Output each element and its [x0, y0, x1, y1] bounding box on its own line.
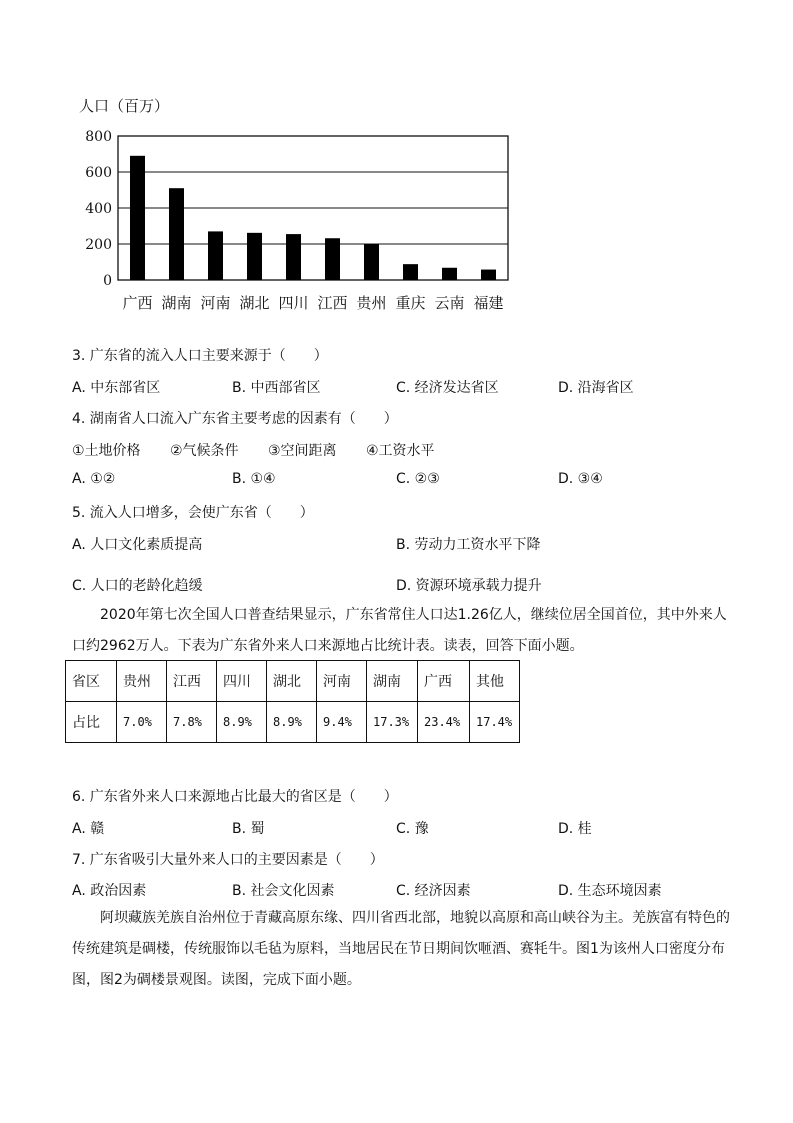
- bar: [247, 233, 262, 280]
- q7-option-d: D. 生态环境因素: [558, 883, 662, 899]
- bar: [208, 231, 223, 280]
- q6-option-b: B. 蜀: [232, 821, 265, 837]
- q4-option-d: D. ③④: [558, 471, 603, 487]
- table-cell: 7.0%: [117, 702, 167, 743]
- bar: [403, 264, 418, 280]
- table-cell: 贵州: [117, 661, 167, 702]
- x-tick-label: 贵州: [356, 294, 387, 312]
- question-5-stem: 5. 流入人口增多，会使广东省（ ）: [72, 505, 314, 521]
- y-tick-label: 800: [85, 129, 112, 145]
- bar: [286, 234, 301, 280]
- q7-option-b: B. 社会文化因素: [232, 883, 335, 899]
- q3-option-a: A. 中东部省区: [72, 380, 161, 396]
- x-tick-label: 湖南: [161, 294, 192, 312]
- chart-ylabel: 人口（百万）: [79, 97, 170, 115]
- q4-factor-4: ④工资水平: [366, 443, 435, 459]
- x-tick-label: 河南: [200, 294, 231, 312]
- bar: [442, 268, 457, 280]
- q5-option-c: C. 人口的老龄化趋缓: [72, 578, 203, 594]
- question-6-stem: 6. 广东省外来人口来源地占比最大的省区是（ ）: [72, 789, 398, 805]
- table-cell: 河南: [317, 661, 367, 702]
- table-cell: 7.8%: [167, 702, 217, 743]
- q5-option-a: A. 人口文化素质提高: [72, 537, 203, 553]
- table-cell: 9.4%: [317, 702, 367, 743]
- x-tick-label: 云南: [434, 294, 465, 312]
- y-tick-label: 600: [85, 165, 112, 181]
- y-tick-label: 200: [85, 237, 112, 253]
- table-cell: 湖北: [267, 661, 317, 702]
- table-cell: 其他: [470, 661, 520, 702]
- passage-census: 2020年第七次全国人口普查结果显示，广东省常住人口达1.26亿人，继续位居全国首位，其中外来人口约2962万人。下表为广东省外来人口来源地占比统计表。读表，回答下面小题。: [72, 607, 727, 654]
- table-cell: 广西: [418, 661, 470, 702]
- q4-factor-3: ③空间距离: [268, 443, 337, 459]
- table-cell: 江西: [167, 661, 217, 702]
- bar: [130, 156, 145, 280]
- q4-factor-2: ②气候条件: [170, 443, 239, 459]
- x-tick-label: 广西: [122, 294, 153, 312]
- y-tick-label: 400: [85, 201, 112, 217]
- q4-option-b: B. ①④: [232, 471, 276, 487]
- question-3-stem: 3. 广东省的流入人口主要来源于（ ）: [72, 348, 328, 364]
- question-4-stem: 4. 湖南省人口流入广东省主要考虑的因素有（ ）: [72, 411, 398, 427]
- q4-factor-1: ①土地价格: [72, 443, 141, 459]
- q4-option-c: C. ②③: [396, 471, 440, 487]
- y-tick-label: 0: [103, 273, 112, 289]
- q5-option-b: B. 劳动力工资水平下降: [396, 537, 541, 553]
- q7-option-a: A. 政治因素: [72, 883, 147, 899]
- q7-option-c: C. 经济因素: [396, 883, 471, 899]
- table-row: [66, 702, 520, 743]
- table-cell: 四川: [217, 661, 267, 702]
- bar: [325, 238, 340, 280]
- q4-option-a: A. ①②: [72, 471, 116, 487]
- table-cell: 8.9%: [267, 702, 317, 743]
- q3-option-b: B. 中西部省区: [232, 380, 321, 396]
- q3-option-c: C. 经济发达省区: [396, 380, 499, 396]
- x-tick-label: 湖北: [239, 294, 270, 312]
- table-cell: 省区: [66, 661, 117, 702]
- population-bar-chart: [70, 120, 530, 320]
- q6-option-d: D. 桂: [558, 821, 592, 837]
- bar: [481, 270, 496, 280]
- passage-aba: 阿坝藏族羌族自治州位于青藏高原东缘、四川省西北部，地貌以高原和高山峡谷为主。羌族富有特色的传统建筑是碉楼，传统服饰以毛毡为原料，当地居民在节日期间饮咂酒、赛牦牛。图1为该州人口密度分布图，图2为碉楼景观图。读图，完成下面小题。: [72, 910, 730, 988]
- x-tick-label: 江西: [317, 294, 348, 312]
- x-tick-label: 四川: [278, 294, 309, 312]
- question-7-stem: 7. 广东省吸引大量外来人口的主要因素是（ ）: [72, 852, 384, 868]
- table-cell: 23.4%: [418, 702, 470, 743]
- table-cell: 17.3%: [367, 702, 418, 743]
- q6-option-c: C. 豫: [396, 821, 429, 837]
- bar: [169, 188, 184, 280]
- x-tick-label: 重庆: [395, 294, 426, 312]
- q5-option-d: D. 资源环境承载力提升: [396, 578, 542, 594]
- table-cell: 17.4%: [470, 702, 520, 743]
- table-header-row: [66, 661, 520, 702]
- source-ratio-table: [65, 660, 520, 743]
- bar: [364, 244, 379, 280]
- x-tick-label: 福建: [473, 294, 504, 312]
- q6-option-a: A. 赣: [72, 821, 105, 837]
- table-cell: 8.9%: [217, 702, 267, 743]
- table-cell: 湖南: [367, 661, 418, 702]
- table-cell: 占比: [66, 702, 117, 743]
- q3-option-d: D. 沿海省区: [558, 380, 634, 396]
